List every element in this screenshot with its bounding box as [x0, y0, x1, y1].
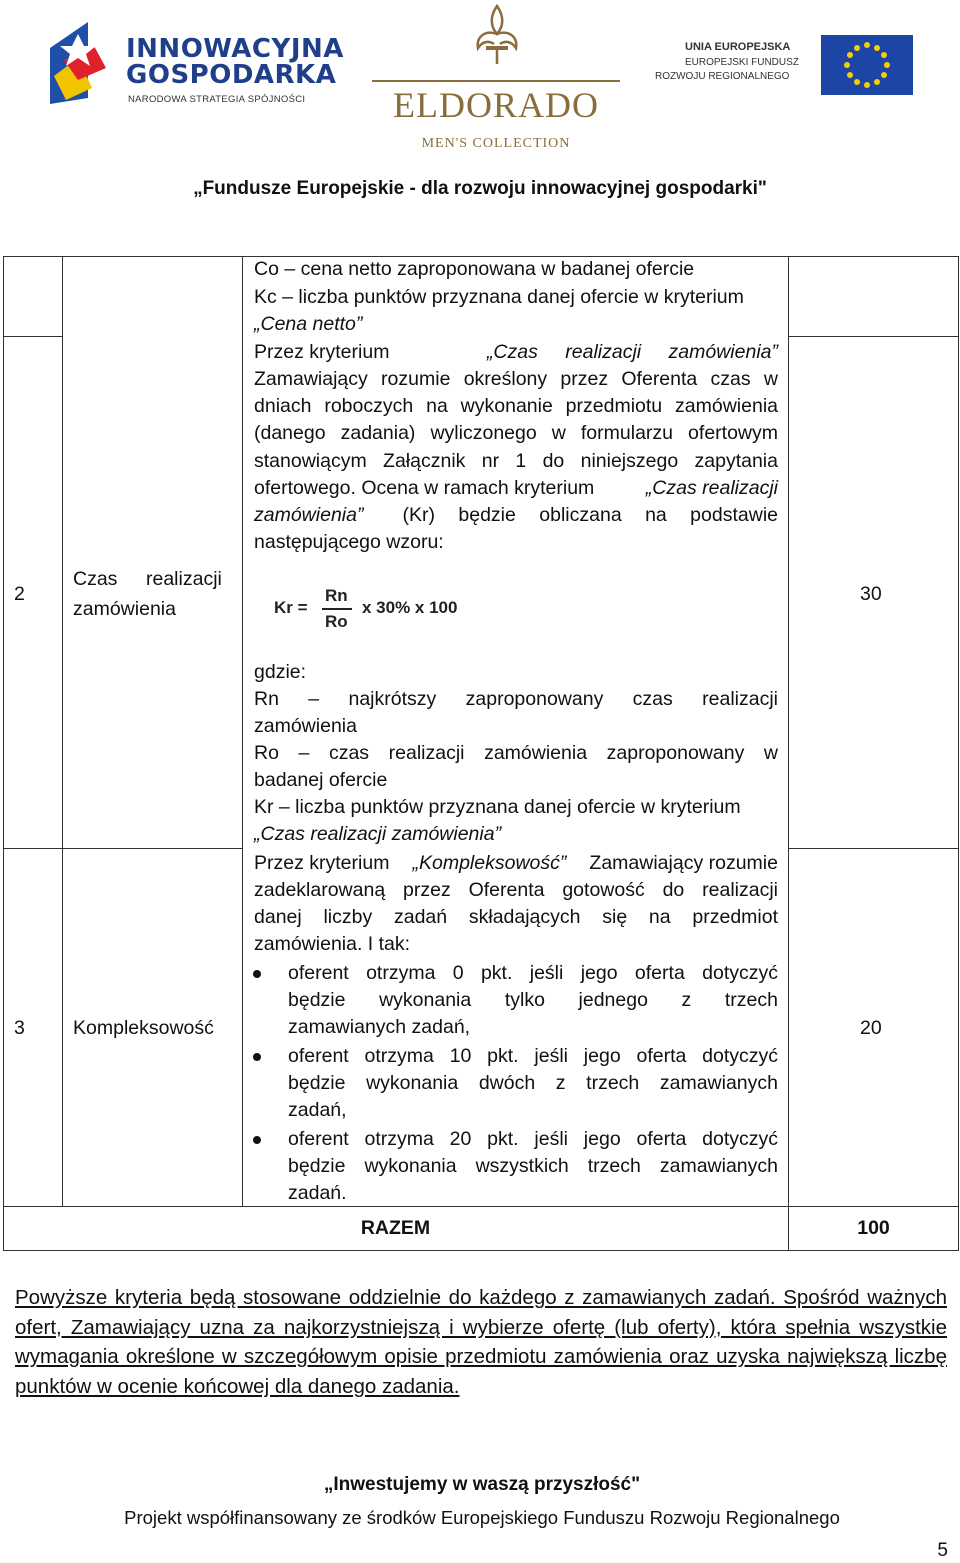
row3-bullet-line: oferent otrzyma 0 pkt. jeśli jego oferta dotyczyć: [288, 962, 778, 984]
table-border: [3, 1206, 959, 1207]
row2-name-part3: zamówienia: [73, 598, 176, 620]
eldorado-sub: MEN'S COLLECTION: [421, 136, 571, 151]
formula-numerator: Rn: [325, 586, 348, 605]
footer-project: Projekt współfinansowany ze środków Europejskiego Funduszu Rozwoju Regionalnego: [124, 1507, 840, 1528]
header-slogan: „Fundusze Europejskie - dla rozwoju innowacyjnej gospodarki": [193, 178, 767, 199]
innowacyjna-gospodarka-logo: [48, 18, 348, 108]
row3-intro-a: Przez kryterium: [254, 852, 390, 874]
row3-bullet-line: będzie wykonania dwóch z trzech zamawianych: [288, 1072, 778, 1094]
table-border: [788, 256, 789, 1251]
formula-lhs: Kr =: [274, 598, 308, 617]
formula-fraction-bar: [322, 608, 352, 610]
total-points: 100: [857, 1217, 890, 1239]
row2-def-rn: Rn – najkrótszy zaproponowany czas realizacji: [254, 688, 778, 710]
row2-def-ro-cont: badanej ofercie: [254, 769, 388, 791]
row2-ocena-a: ofertowego. Ocena w ramach kryterium: [254, 477, 595, 499]
row3-lead-last: zamówienia. I tak:: [254, 933, 411, 955]
fleur-de-lis-icon: [472, 4, 522, 66]
eldorado-logo: [368, 0, 624, 165]
row2-gdzie: gdzie:: [254, 661, 307, 683]
formula-denominator: Ro: [325, 612, 348, 631]
row3-bullet-line: zadań.: [288, 1182, 347, 1204]
page-number: 5: [937, 1540, 948, 1561]
row3-bullet-line: oferent otrzyma 10 pkt. jeśli jego oferta dotyczyć: [288, 1045, 778, 1067]
row2-crit-line: (danego zadania) wyliczonego w formularzu ofertowym: [254, 422, 778, 444]
eldorado-rule: [372, 80, 620, 82]
logo-ig-line1: INNOWACYJNA: [126, 34, 344, 64]
table-border: [788, 336, 959, 337]
logo-ig-line3: NARODOWA STRATEGIA SPÓJNOŚCI: [128, 94, 306, 105]
eldorado-name: ELDORADO: [393, 85, 599, 125]
row2-line-co: Co – cena netto zaproponowana w badanej ofercie: [254, 258, 695, 280]
row2-ocena-d: (Kr) będzie obliczana na podstawie: [402, 504, 778, 526]
row2-crit-name: „Czas realizacji zamówienia”: [486, 341, 778, 363]
row2-crit-intro: [254, 339, 778, 366]
row3-intro: [254, 850, 778, 877]
ig-flag-icon: [48, 18, 116, 106]
table-border: [3, 1250, 959, 1251]
row3-line: zadeklarowaną przez Oferenta gotowość do realizacji: [254, 879, 778, 901]
row2-points: 30: [860, 583, 882, 605]
footer-slogan: „Inwestujemy w waszą przyszłość": [323, 1474, 641, 1495]
row2-line-kc: Kc – liczba punktów przyznana danej ofercie w kryterium: [254, 286, 744, 308]
row2-def-kr: Kr – liczba punktów przyznana danej ofercie w kryterium: [254, 796, 741, 818]
row3-bullet-line: będzie wykonania tylko jednego z trzech: [288, 989, 778, 1011]
row3-intro-name: „Kompleksowość”: [412, 852, 567, 874]
table-border: [3, 336, 62, 337]
formula-rhs: x 30% x 100: [362, 598, 458, 617]
table-border: [958, 256, 959, 1251]
row3-name: Kompleksowość: [73, 1017, 214, 1039]
table-border: [3, 848, 243, 849]
eu-logo-line3: ROZWOJU REGIONALNEGO: [655, 71, 790, 82]
row2-ocena-e: następującego wzoru:: [254, 531, 444, 553]
criteria-paragraph: Powyższe kryteria będą stosowane oddzielnie do każdego z zamawianych zadań. Spośród ważnych ofert, Zamawiający uzna za najkorzystniejszą i wybierze ofertę (lub oferty), która spełnia wszystkie wymagania określone w szczegółowym opisie przedmiotu zamówienia oraz uzyska największą liczbę punktów w ocenie końcowej dla danego zadania.: [15, 1286, 947, 1398]
row3-points: 20: [860, 1017, 882, 1039]
table-border: [788, 848, 959, 849]
row2-crit-line: stanowiącym Załącznik nr 1 do niniejszego zapytania: [254, 450, 778, 472]
row2-ocena-c: zamówienia”: [254, 504, 364, 526]
formula: [270, 586, 490, 634]
row3-bullet-line: zadań,: [288, 1099, 347, 1121]
row2-def-rn-cont: zamówienia: [254, 715, 357, 737]
total-label: RAZEM: [360, 1217, 431, 1239]
row2-crit-line: dniach roboczych na wykonanie przedmiotu zamówienia: [254, 395, 778, 417]
eu-logo: [655, 35, 920, 97]
table-border: [62, 256, 63, 1207]
eu-logo-line1: UNIA EUROPEJSKA: [685, 41, 791, 53]
row2-name-part2: realizacji: [146, 568, 222, 590]
table-border: [3, 256, 4, 1251]
header-logos: [0, 0, 960, 170]
row2-crit-intro-text: Przez kryterium: [254, 341, 390, 363]
row3-bullet-line: oferent otrzyma 20 pkt. jeśli jego oferta dotyczyć: [288, 1128, 778, 1150]
row3-number: 3: [14, 1017, 25, 1039]
logo-ig-line2: GOSPODARKA: [126, 60, 337, 90]
bullet-icon: [253, 970, 261, 978]
row2-name-part1: Czas: [73, 568, 118, 590]
bullet-icon: [253, 1053, 261, 1061]
row3-line: danej liczby zadań składających się na przedmiot: [254, 906, 778, 928]
row2-line-cena-netto: „Cena netto”: [254, 313, 363, 335]
row2-crit-line: Zamawiający rozumie określony przez Oferenta czas w: [254, 368, 778, 390]
table-border: [242, 256, 243, 1207]
row2-ocena-b: „Czas realizacji: [645, 477, 778, 499]
row2-def-kr-cont: „Czas realizacji zamówienia”: [254, 823, 502, 845]
row2-ocena-line2: [254, 502, 778, 529]
row3-bullet-line: będzie wykonania wszystkich trzech zamawianych: [288, 1155, 778, 1177]
eu-logo-line2: EUROPEJSKI FUNDUSZ: [685, 57, 799, 68]
row3-intro-b: Zamawiający rozumie: [589, 852, 778, 874]
row3-bullet-line: zamawianych zadań,: [288, 1016, 471, 1038]
row2-number: 2: [14, 583, 25, 605]
bullet-icon: [253, 1136, 261, 1144]
eu-flag-icon: [821, 35, 913, 95]
row2-def-ro: Ro – czas realizacji zamówienia zaproponowany w: [254, 742, 778, 764]
row2-ocena-line1: [254, 475, 778, 502]
